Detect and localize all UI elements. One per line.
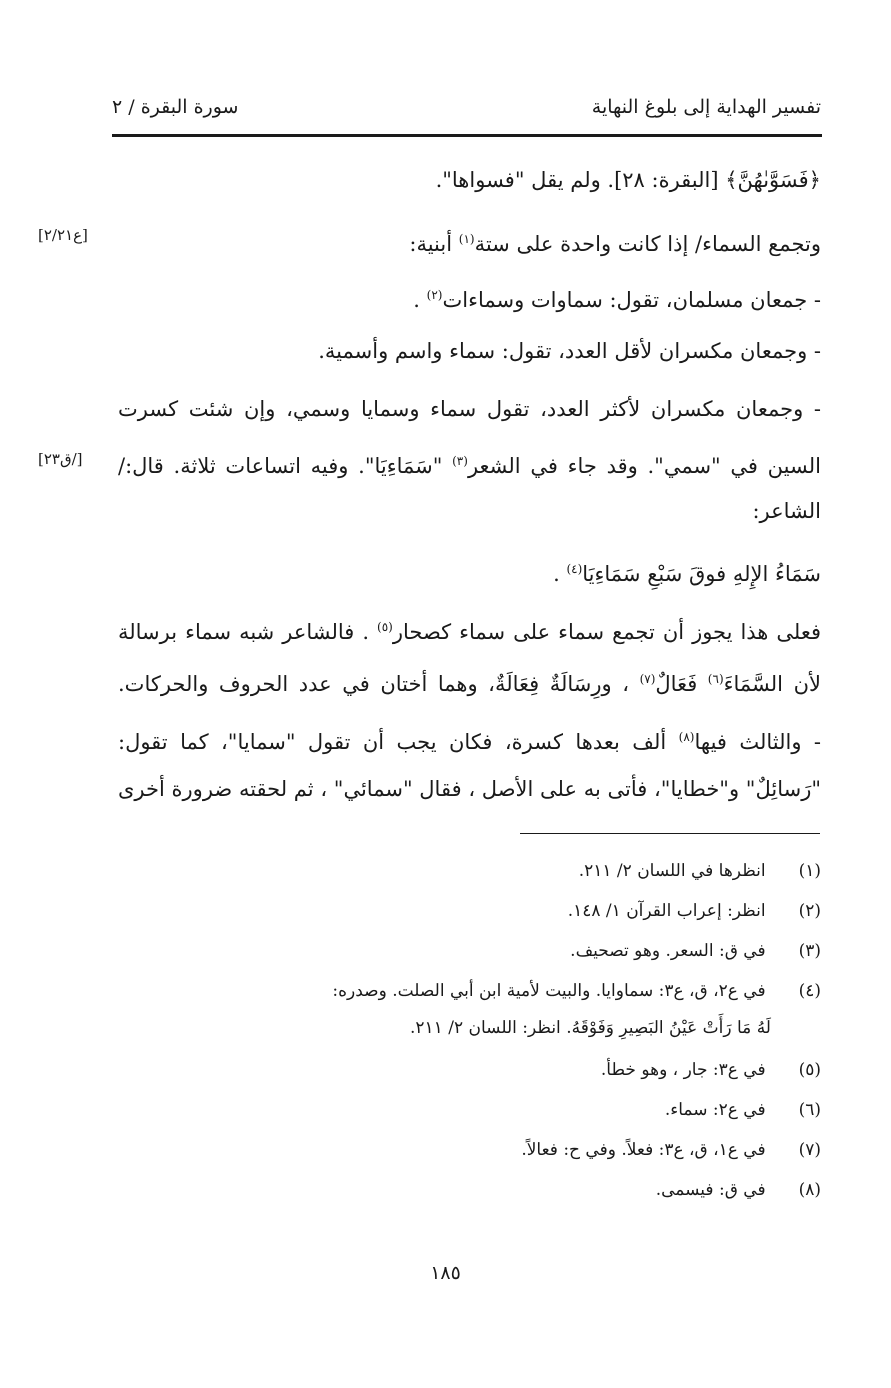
margin-note-1: [ع٢/٢١] bbox=[38, 226, 88, 244]
footnote-8: (٨) في ق: فيسمى. bbox=[655, 1180, 821, 1200]
book-title: تفسير الهداية إلى بلوغ النهاية bbox=[591, 96, 821, 118]
footnote-4-continuation: لَهُ مَا رَأَتْ عَيْنُ البَصِيرِ وَفَوْقَهُ. انظر: اللسان ٢/ ٢١١. bbox=[410, 1018, 771, 1038]
margin-note-2: [ق٢٣/] bbox=[38, 450, 83, 468]
body-line-1: ﴿فَسَوَّىٰهُنَّ﴾ [البقرة: ٢٨]. ولم يقل "فسواها". bbox=[435, 168, 821, 192]
footnote-4: (٤) في ع٢، ق، ع٣: سماوايا. والبيت لأمية ابن أبي الصلت. وصدره: bbox=[332, 981, 821, 1001]
chapter-title: سورة البقرة / ٢ bbox=[112, 96, 239, 118]
body-line-10: - والثالث فيها$^{(٨)}$ ألف بعدها كسرة، فكان يجب أن تقول "سمايا"، كما تقول: bbox=[118, 730, 821, 754]
body-line-11: "رَسائِلٌ" و"خطايا"، فأتى به على الأصل ، فقال "سمائي" ، ثم لحقته ضرورة أخرى bbox=[118, 777, 821, 801]
page-number: ١٨٥ bbox=[430, 1262, 461, 1284]
footnote-3: (٣) في ق: السعر. وهو تصحيف. bbox=[570, 941, 821, 961]
body-line-7: الشاعر: bbox=[752, 499, 821, 523]
header-rule bbox=[112, 134, 822, 137]
body-line-8: فعلى هذا يجوز أن تجمع سماء على سماء كصحار$^{(٥)}$ . فالشاعر شبه سماء برسالة bbox=[118, 620, 821, 644]
body-line-3: - جمعان مسلمان، تقول: سماوات وسماءات$^{(٢)}$ . bbox=[413, 288, 821, 312]
body-line-6: السين في "سمي". وقد جاء في الشعر$^{(٣)}$ "سَمَاءِيَا". وفيه اتساعات ثلاثة. قال:/ bbox=[118, 454, 821, 478]
footnote-5: (٥) في ع٣: جار ، وهو خطأ. bbox=[600, 1060, 821, 1080]
body-line-5: - وجمعان مكسران لأكثر العدد، تقول سماء وسمايا وسمي، وإن شئت كسرت bbox=[118, 397, 821, 421]
footnote-separator bbox=[520, 833, 820, 834]
footnote-7: (٧) في ع١، ق، ع٣: فعلاً. وفي ح: فعالاً. bbox=[521, 1140, 821, 1160]
footnote-2: (٢) انظر: إعراب القرآن ١/ ١٤٨. bbox=[567, 901, 821, 921]
footnote-1: (١) انظرها في اللسان ٢/ ٢١١. bbox=[578, 861, 821, 881]
verse-line: سَمَاءُ الإِلهِ فوقَ سَبْعِ سَمَاءِيَا$^{(٤)}$ . bbox=[553, 562, 821, 586]
footnote-6: (٦) في ع٢: سماء. bbox=[664, 1100, 821, 1120]
body-line-2: وتجمع السماء/ إذا كانت واحدة على ستة$^{(١)}$ أبنية: bbox=[409, 232, 821, 256]
body-line-4: - وجمعان مكسران لأقل العدد، تقول: سماء واسم وأسمية. bbox=[318, 339, 821, 363]
body-line-9: لأن السَّمَاءَ$^{(٦)}$ فَعَالٌ$^{(٧)}$ ، ورِسَالَةٌ فِعَالَةٌ، وهما أختان في عدد الحروف والحركات. bbox=[118, 672, 821, 696]
